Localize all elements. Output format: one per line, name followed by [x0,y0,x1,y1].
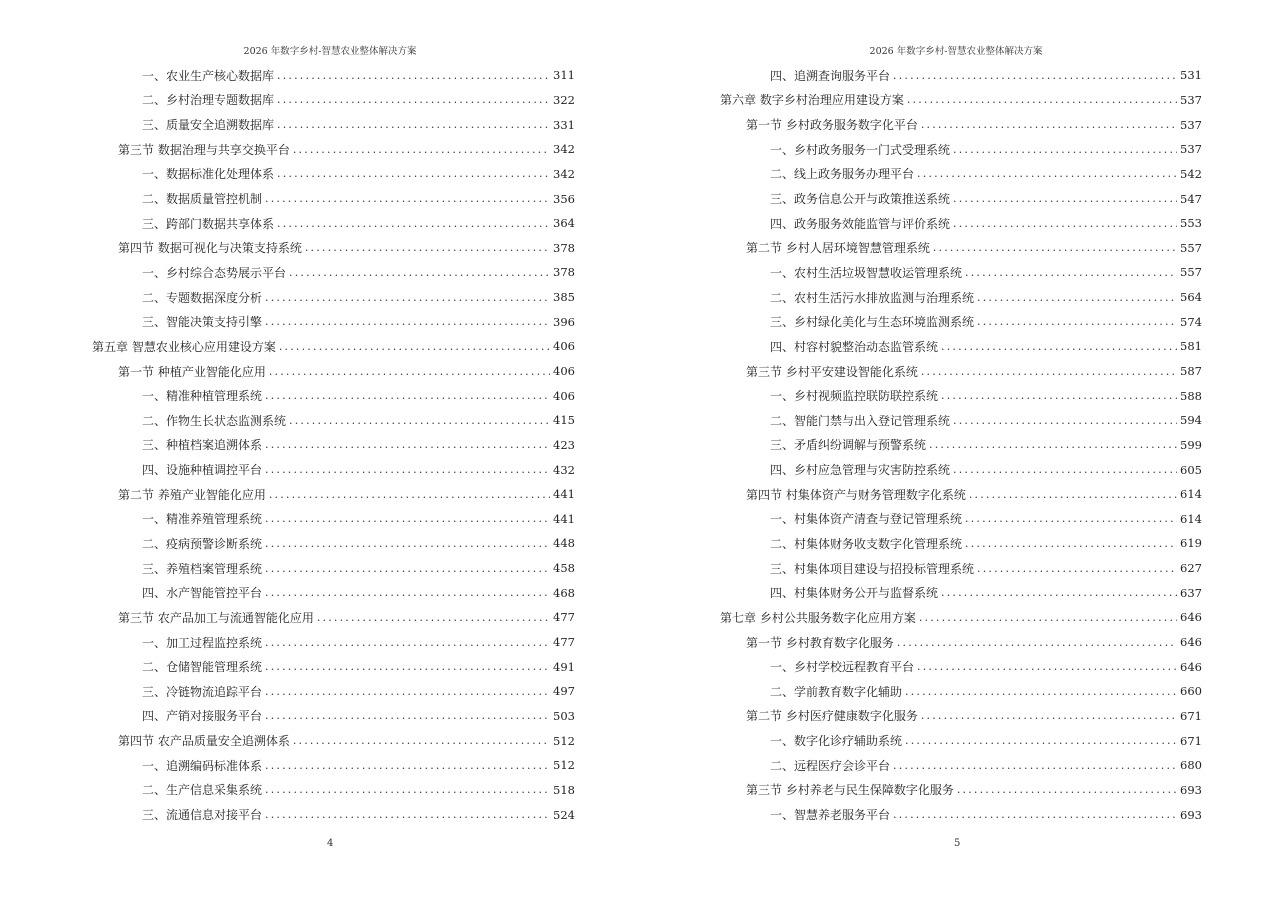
dot-leader [265,808,550,821]
toc-entry-title: 四、乡村应急管理与灾害防控系统 [770,463,951,478]
toc-entry-title: 三、村集体项目建设与招投标管理系统 [770,561,975,576]
toc-entry-title: 三、种植档案追溯体系 [142,438,263,453]
toc-entry-page: 458 [553,561,575,576]
toc-entry-page: 646 [1180,635,1202,650]
toc-entry-page: 531 [1180,68,1202,83]
toc-entry-page: 553 [1180,216,1202,231]
toc-entry-title: 第一节 种植产业智能化应用 [118,364,266,379]
toc-entry-title: 四、追溯查询服务平台 [770,68,891,83]
toc-section-entry[interactable] [92,482,575,507]
dot-leader [953,192,1177,205]
dot-leader [269,488,550,501]
toc-entry-title: 二、智能门禁与出入登记管理系统 [770,413,951,428]
dot-leader [905,685,1177,698]
dot-leader [921,709,1177,722]
toc-entry-title: 二、生产信息采集系统 [142,783,263,798]
toc-entry-page: 415 [553,413,575,428]
toc-entry-page: 619 [1180,536,1202,551]
dot-leader [919,611,1177,624]
toc-section-entry[interactable] [92,137,575,162]
toc-section-entry[interactable] [720,235,1202,260]
toc-list [92,63,575,827]
toc-entry-page: 594 [1180,413,1202,428]
toc-entry-page: 660 [1180,684,1202,699]
dot-leader [265,685,550,698]
toc-entry-page: 378 [553,240,575,255]
toc-entry-page: 537 [1180,117,1202,132]
toc-entry-title: 一、加工过程监控系统 [142,635,263,650]
toc-entry-title: 第一节 乡村教育数字化服务 [746,635,894,650]
right-page [633,0,1267,900]
dot-leader [917,660,1177,673]
toc-entry-title: 一、追溯编码标准体系 [142,758,263,773]
dot-leader [277,69,550,82]
toc-entry-page: 637 [1180,585,1202,600]
toc-subsection-entry[interactable] [720,679,1202,704]
toc-subsection-entry[interactable] [720,211,1202,236]
toc-entry-page: 581 [1180,339,1202,354]
toc-entry-title: 一、乡村政务服务一门式受理系统 [770,142,951,157]
dot-leader [941,586,1177,599]
toc-entry-title: 二、学前教育数字化辅助 [770,684,903,699]
toc-entry-page: 574 [1180,314,1202,329]
toc-entry-title: 第一节 乡村政务服务数字化平台 [746,118,918,133]
toc-entry-page: 627 [1180,561,1202,576]
dot-leader [965,266,1177,279]
toc-entry-page: 557 [1180,240,1202,255]
toc-subsection-entry[interactable] [92,630,575,655]
toc-subsection-entry[interactable] [720,137,1202,162]
toc-entry-title: 二、乡村治理专题数据库 [142,93,275,108]
toc-entry-title: 二、远程医疗会诊平台 [770,758,891,773]
page-number: 5 [954,838,961,849]
toc-subsection-entry[interactable] [92,802,575,827]
toc-section-entry[interactable] [720,704,1202,729]
toc-entry-page: 406 [553,339,575,354]
dot-leader [933,241,1177,254]
dot-leader [265,291,550,304]
toc-entry-title: 第三节 农产品加工与流通智能化应用 [118,610,314,625]
toc-entry-page: 693 [1180,807,1202,822]
toc-entry-page: 342 [553,142,575,157]
toc-entry-page: 356 [553,191,575,206]
page-number: 4 [327,838,334,849]
toc-entry-title: 二、仓储智能管理系统 [142,660,263,675]
toc-subsection-entry[interactable] [720,433,1202,458]
toc-entry-title: 四、政务服务效能监管与评价系统 [770,216,951,231]
toc-entry-page: 605 [1180,462,1202,477]
toc-entry-title: 第四节 数据可视化与决策支持系统 [118,241,302,256]
toc-entry-title: 三、养殖档案管理系统 [142,561,263,576]
dot-leader [265,709,550,722]
toc-subsection-entry[interactable] [720,285,1202,310]
toc-subsection-entry[interactable] [92,211,575,236]
dot-leader [265,660,550,673]
dot-leader [293,143,550,156]
toc-list [720,63,1202,827]
toc-entry-page: 614 [1180,487,1202,502]
toc-entry-title: 第二节 养殖产业智能化应用 [118,487,266,502]
toc-section-entry[interactable] [92,359,575,384]
toc-section-entry[interactable] [92,728,575,753]
dot-leader [953,414,1177,427]
toc-subsection-entry[interactable] [92,260,575,285]
toc-subsection-entry[interactable] [720,63,1202,88]
toc-subsection-entry[interactable] [92,433,575,458]
toc-entry-page: 491 [553,659,575,674]
toc-entry-title: 二、专题数据深度分析 [142,290,263,305]
toc-entry-title: 一、数字化诊疗辅助系统 [770,734,903,749]
toc-entry-page: 406 [553,388,575,403]
dot-leader [907,93,1177,106]
dot-leader [941,389,1177,402]
toc-subsection-entry[interactable] [92,285,575,310]
toc-subsection-entry[interactable] [720,556,1202,581]
toc-entry-page: 396 [553,314,575,329]
dot-leader [265,636,550,649]
toc-entry-page: 693 [1180,782,1202,797]
dot-leader [893,808,1177,821]
toc-entry-title: 三、质量安全追溯数据库 [142,118,275,133]
dot-leader [953,217,1177,230]
toc-entry-title: 一、乡村学校远程教育平台 [770,660,915,675]
dot-leader [965,537,1177,550]
dot-leader [305,241,550,254]
toc-entry-title: 一、农业生产核心数据库 [142,68,275,83]
toc-subsection-entry[interactable] [92,778,575,803]
toc-entry-title: 三、矛盾纠纷调解与预警系统 [770,438,927,453]
toc-entry-page: 406 [553,364,575,378]
toc-entry-title: 一、乡村综合态势展示平台 [142,265,287,280]
toc-entry-page: 564 [1180,290,1202,305]
toc-entry-page: 441 [553,511,575,526]
toc-entry-page: 432 [553,462,575,477]
toc-entry-page: 614 [1180,511,1202,526]
dot-leader [265,586,550,599]
toc-entry-page: 477 [553,635,575,650]
toc-subsection-entry[interactable] [92,162,575,187]
toc-entry-page: 385 [553,290,575,305]
toc-entry-title: 第五章 智慧农业核心应用建设方案 [92,339,276,354]
toc-subsection-entry[interactable] [92,507,575,532]
toc-entry-title: 第二节 乡村医疗健康数字化服务 [746,709,918,724]
toc-entry-page: 646 [1180,610,1202,625]
toc-entry-page: 671 [1180,733,1202,748]
toc-entry-page: 671 [1180,708,1202,723]
dot-leader [265,438,550,451]
toc-subsection-entry[interactable] [720,334,1202,359]
dot-leader [897,636,1177,649]
toc-subsection-entry[interactable] [92,408,575,433]
toc-section-entry[interactable] [720,630,1202,655]
toc-subsection-entry[interactable] [720,408,1202,433]
toc-subsection-entry[interactable] [92,63,575,88]
toc-entry-page: 322 [553,92,575,107]
toc-subsection-entry[interactable] [720,186,1202,211]
toc-entry-page: 547 [1180,191,1202,206]
left-page [0,0,633,900]
dot-leader [893,759,1177,772]
toc-subsection-entry[interactable] [720,260,1202,285]
dot-leader [265,512,550,525]
toc-subsection-entry[interactable] [720,383,1202,408]
dot-leader [269,365,550,378]
toc-entry-page: 477 [553,610,575,625]
dot-leader [277,93,550,106]
toc-subsection-entry[interactable] [92,383,575,408]
toc-entry-title: 三、跨部门数据共享体系 [142,216,275,231]
dot-leader [317,611,550,624]
toc-entry-title: 二、数据质量管控机制 [142,192,263,207]
dot-leader [977,291,1177,304]
toc-entry-title: 四、产销对接服务平台 [142,709,263,724]
toc-entry-page: 468 [553,585,575,600]
toc-entry-page: 680 [1180,758,1202,773]
running-header: 2026 年数字乡村-智慧农业整体解决方案 [869,46,1043,57]
toc-subsection-entry[interactable] [92,88,575,113]
toc-subsection-entry[interactable] [720,162,1202,187]
dot-leader [277,217,550,230]
toc-entry-page: 512 [553,758,575,773]
toc-entry-page: 441 [553,487,575,502]
toc-chapter-entry[interactable] [720,605,1202,630]
toc-entry-page: 542 [1180,166,1202,181]
toc-entry-page: 557 [1180,265,1202,280]
toc-entry-title: 三、流通信息对接平台 [142,808,263,823]
dot-leader [265,537,550,550]
toc-subsection-entry[interactable] [720,507,1202,532]
dot-leader [265,389,550,402]
toc-entry-title: 三、冷链物流追踪平台 [142,684,263,699]
toc-entry-page: 331 [553,117,575,132]
toc-entry-title: 一、智慧养老服务平台 [770,808,891,823]
toc-entry-page: 587 [1180,364,1202,378]
dot-leader [929,438,1177,451]
toc-entry-title: 三、政务信息公开与政策推送系统 [770,192,951,207]
toc-subsection-entry[interactable] [92,654,575,679]
toc-subsection-entry[interactable] [720,802,1202,827]
toc-entry-title: 第四节 农产品质量安全追溯体系 [118,734,290,749]
dot-leader [969,488,1177,501]
toc-entry-page: 503 [553,708,575,723]
toc-subsection-entry[interactable] [720,580,1202,605]
toc-entry-page: 537 [1180,92,1202,107]
toc-entry-page: 646 [1180,659,1202,674]
toc-entry-page: 524 [553,807,575,822]
toc-entry-page: 423 [553,437,575,452]
toc-subsection-entry[interactable] [720,457,1202,482]
toc-subsection-entry[interactable] [92,186,575,211]
toc-entry-title: 一、农村生活垃圾智慧收运管理系统 [770,265,963,280]
toc-entry-page: 512 [553,733,575,748]
toc-entry-page: 311 [553,68,575,83]
dot-leader [921,118,1177,131]
dot-leader [953,463,1177,476]
toc-entry-title: 二、线上政务服务办理平台 [770,167,915,182]
dot-leader [893,69,1177,82]
toc-subsection-entry[interactable] [92,112,575,137]
toc-subsection-entry[interactable] [92,704,575,729]
toc-section-entry[interactable] [720,359,1202,384]
toc-subsection-entry[interactable] [92,531,575,556]
toc-entry-page: 588 [1180,388,1202,403]
dot-leader [265,315,550,328]
toc-chapter-entry[interactable] [92,334,575,359]
toc-entry-title: 一、精准种植管理系统 [142,389,263,404]
dot-leader [917,167,1177,180]
toc-entry-page: 448 [553,536,575,551]
toc-subsection-entry[interactable] [720,654,1202,679]
toc-subsection-entry[interactable] [92,556,575,581]
dot-leader [293,734,550,747]
dot-leader [289,266,550,279]
toc-subsection-entry[interactable] [720,753,1202,778]
toc-entry-title: 二、农村生活污水排放监测与治理系统 [770,290,975,305]
toc-entry-title: 四、水产智能管控平台 [142,586,263,601]
toc-subsection-entry[interactable] [92,580,575,605]
toc-subsection-entry[interactable] [720,531,1202,556]
toc-entry-title: 二、疫病预警诊断系统 [142,536,263,551]
toc-entry-page: 518 [553,782,575,797]
toc-entry-title: 第七章 乡村公共服务数字化应用方案 [720,610,916,625]
toc-entry-title: 四、设施种植调控平台 [142,463,263,478]
toc-entry-title: 一、数据标准化处理体系 [142,167,275,182]
running-header: 2026 年数字乡村-智慧农业整体解决方案 [243,46,417,57]
toc-entry-title: 第三节 数据治理与共享交换平台 [118,142,290,157]
dot-leader [265,192,550,205]
toc-entry-title: 三、乡村绿化美化与生态环境监测系统 [770,315,975,330]
dot-leader [265,759,550,772]
dot-leader [289,414,550,427]
toc-section-entry[interactable] [92,605,575,630]
toc-subsection-entry[interactable] [720,728,1202,753]
dot-leader [277,167,550,180]
toc-subsection-entry[interactable] [92,753,575,778]
toc-section-entry[interactable] [720,112,1202,137]
toc-entry-page: 599 [1180,437,1202,452]
toc-entry-title: 三、智能决策支持引擎 [142,315,263,330]
toc-entry-title: 第六章 数字乡村治理应用建设方案 [720,93,904,108]
dot-leader [953,143,1177,156]
dot-leader [265,562,550,575]
toc-entry-title: 第三节 乡村养老与民生保障数字化服务 [746,783,954,798]
toc-entry-title: 一、精准养殖管理系统 [142,512,263,527]
toc-entry-title: 第二节 乡村人居环境智慧管理系统 [746,241,930,256]
dot-leader [977,562,1177,575]
toc-entry-title: 一、村集体资产清查与登记管理系统 [770,512,963,527]
toc-section-entry[interactable] [720,778,1202,803]
toc-entry-page: 497 [553,684,575,699]
toc-entry-page: 364 [553,216,575,231]
dot-leader [957,783,1177,796]
dot-leader [279,340,550,353]
toc-section-entry[interactable] [720,482,1202,507]
toc-section-entry[interactable] [92,235,575,260]
toc-chapter-entry[interactable] [720,88,1202,113]
toc-entry-page: 378 [553,265,575,280]
toc-entry-title: 一、乡村视频监控联防联控系统 [770,389,939,404]
toc-subsection-entry[interactable] [92,679,575,704]
dot-leader [921,365,1177,378]
toc-entry-page: 342 [553,166,575,181]
toc-entry-title: 四、村容村貌整治动态监管系统 [770,339,939,354]
toc-entry-title: 二、村集体财务收支数字化管理系统 [770,536,963,551]
toc-subsection-entry[interactable] [92,309,575,334]
toc-subsection-entry[interactable] [92,457,575,482]
dot-leader [941,340,1177,353]
dot-leader [265,783,550,796]
toc-entry-title: 第四节 村集体资产与财务管理数字化系统 [746,487,966,502]
dot-leader [277,118,550,131]
toc-entry-title: 第三节 乡村平安建设智能化系统 [746,364,918,379]
toc-entry-title: 二、作物生长状态监测系统 [142,413,287,428]
toc-entry-title: 四、村集体财务公开与监督系统 [770,586,939,601]
dot-leader [977,315,1177,328]
dot-leader [265,463,550,476]
toc-subsection-entry[interactable] [720,309,1202,334]
dot-leader [965,512,1177,525]
dot-leader [905,734,1177,747]
toc-entry-page: 537 [1180,142,1202,157]
